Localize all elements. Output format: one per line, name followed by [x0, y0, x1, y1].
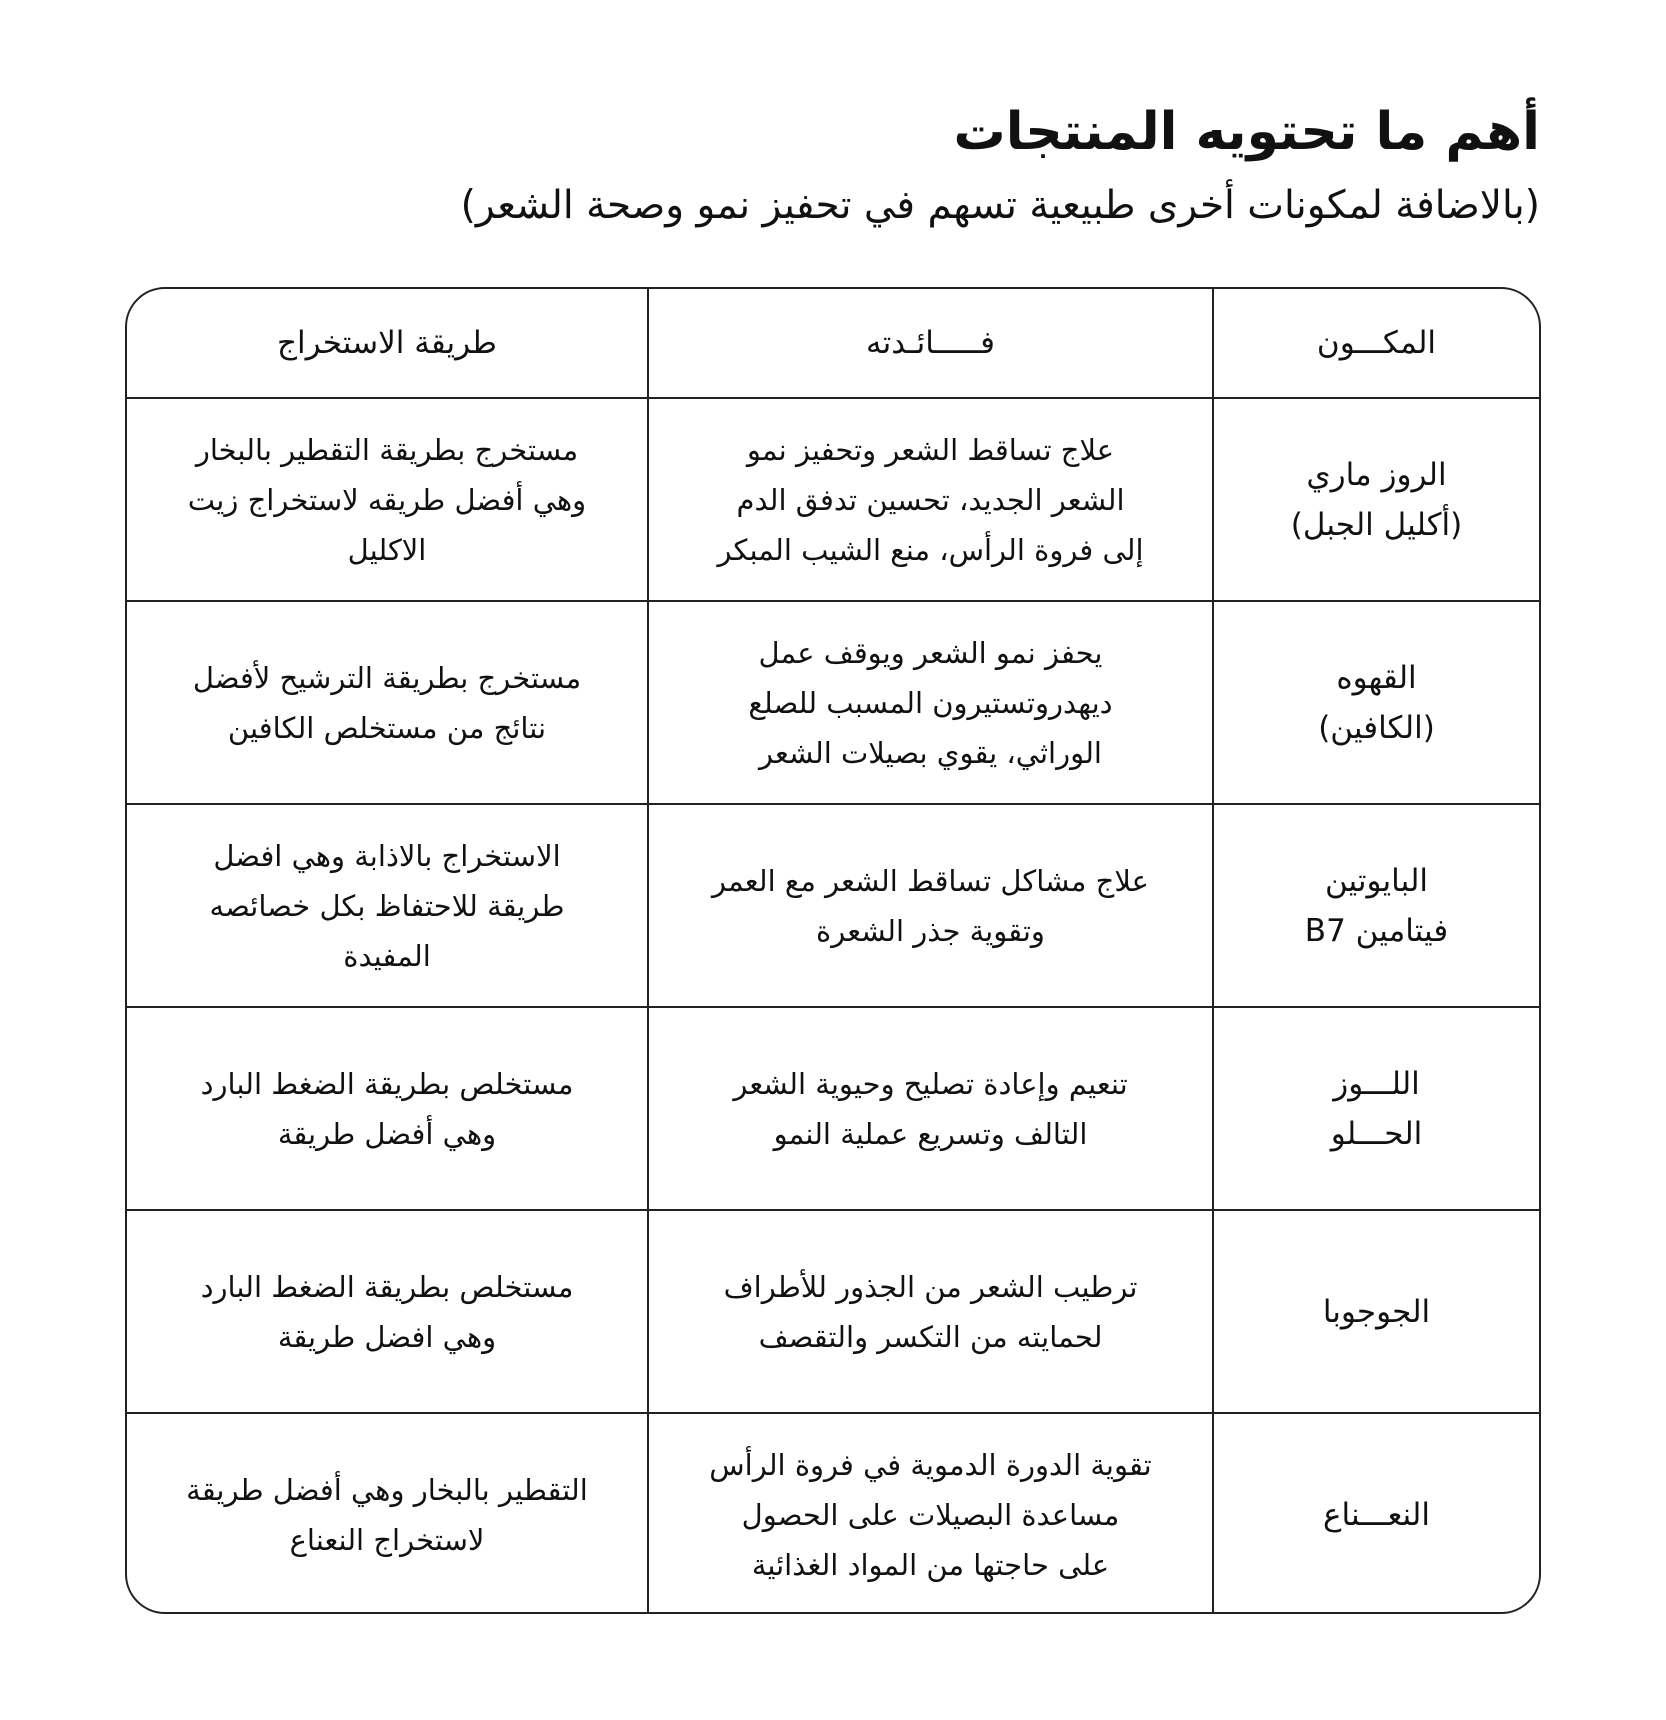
ingredients-table-frame [125, 287, 1541, 1614]
cell-line: المفيدة [343, 938, 431, 973]
cell-line: على حاجتها من المواد الغذائية [751, 1547, 1110, 1582]
cell-line: الروز ماري [1306, 456, 1447, 493]
cell-line: الاستخراج بالاذابة وهي افضل [213, 838, 561, 873]
ingredients-table [127, 289, 1539, 1614]
cell-benefit [648, 804, 1213, 1007]
table-row [127, 601, 1539, 804]
cell-method [127, 804, 648, 1007]
cell-line: اللـــوز [1333, 1065, 1420, 1102]
cell-line: نتائج من مستخلص الكافين [227, 710, 547, 745]
cell-line: مستخلص بطريقة الضغط البارد [200, 1269, 574, 1304]
cell-line: (أكليل الجبل) [1290, 506, 1463, 543]
table-row [127, 1413, 1539, 1614]
cell-line: ديهدروتستيرون المسبب للصلع [748, 685, 1113, 720]
cell-line: وتقوية جذر الشعرة [816, 913, 1045, 948]
cell-line: التقطير بالبخار وهي أفضل طريقة [186, 1472, 588, 1507]
cell-method [127, 1007, 648, 1210]
cell-method [127, 601, 648, 804]
cell-benefit [648, 601, 1213, 804]
cell-benefit [648, 1413, 1213, 1614]
cell-component [1213, 1210, 1539, 1413]
cell-line: علاج مشاكل تساقط الشعر مع العمر [712, 863, 1149, 898]
cell-line: الشعر الجديد، تحسين تدفق الدم [736, 482, 1125, 517]
column-header-method: طريقة الاستخراج [127, 289, 648, 398]
cell-line: التالف وتسريع عملية النمو [773, 1116, 1088, 1151]
cell-line: (الكافين) [1318, 709, 1435, 746]
cell-line: الوراثي، يقوي بصيلات الشعر [759, 735, 1102, 770]
cell-line: مستخرج بطريقة الترشيح لأفضل [192, 660, 582, 695]
cell-method [127, 398, 648, 601]
table-row [127, 804, 1539, 1007]
cell-benefit [648, 1210, 1213, 1413]
cell-benefit [648, 1007, 1213, 1210]
cell-benefit [648, 398, 1213, 601]
cell-line: مستخرج بطريقة التقطير بالبخار [195, 432, 579, 467]
cell-component [1213, 1413, 1539, 1614]
column-header-benefit: فـــــائـدته [648, 289, 1213, 398]
cell-line: وهي افضل طريقة [277, 1319, 497, 1354]
cell-line: وهي أفضل طريقة [277, 1116, 497, 1151]
cell-method [127, 1413, 648, 1614]
page-title: أهم ما تحتويه المنتجات [953, 102, 1540, 162]
table-row [127, 1007, 1539, 1210]
cell-line: طريقة للاحتفاظ بكل خصائصه [209, 888, 565, 923]
table-row [127, 398, 1539, 601]
cell-line: القهوه [1336, 659, 1417, 696]
table-body [127, 398, 1539, 1614]
table-row [127, 1210, 1539, 1413]
cell-component [1213, 601, 1539, 804]
cell-line: وهي أفضل طريقه لاستخراج زيت [187, 482, 587, 517]
cell-line: مستخلص بطريقة الضغط البارد [200, 1066, 574, 1101]
cell-component [1213, 398, 1539, 601]
cell-line: فيتامين B7 [1304, 912, 1449, 949]
cell-line: البايوتين [1324, 862, 1429, 899]
table-header-row [127, 289, 1539, 398]
cell-line: لاستخراج النعناع [289, 1522, 485, 1557]
cell-line: مساعدة البصيلات على الحصول [741, 1497, 1120, 1532]
cell-line: الجوجوبا [1322, 1293, 1431, 1330]
cell-line: الحـــلو [1330, 1115, 1423, 1152]
cell-component [1213, 1007, 1539, 1210]
cell-component [1213, 804, 1539, 1007]
cell-line: إلى فروة الرأس، منع الشيب المبكر [717, 532, 1144, 567]
column-header-component: المكـــون [1213, 289, 1539, 398]
cell-line: لحمايته من التكسر والتقصف [758, 1319, 1103, 1354]
cell-line: ترطيب الشعر من الجذور للأطراف [723, 1269, 1138, 1304]
cell-line: يحفز نمو الشعر ويوقف عمل [758, 635, 1103, 670]
cell-line: تنعيم وإعادة تصليح وحيوية الشعر [733, 1066, 1128, 1101]
cell-line: الاكليل [347, 532, 427, 567]
cell-line: تقوية الدورة الدموية في فروة الرأس [709, 1447, 1152, 1482]
page-subtitle: (بالاضافة لمكونات أخرى طبيعية تسهم في تحفيز نمو وصحة الشعر) [460, 183, 1540, 228]
cell-line: علاج تساقط الشعر وتحفيز نمو [746, 432, 1115, 467]
cell-method [127, 1210, 648, 1413]
cell-line: النعـــناع [1323, 1496, 1430, 1533]
